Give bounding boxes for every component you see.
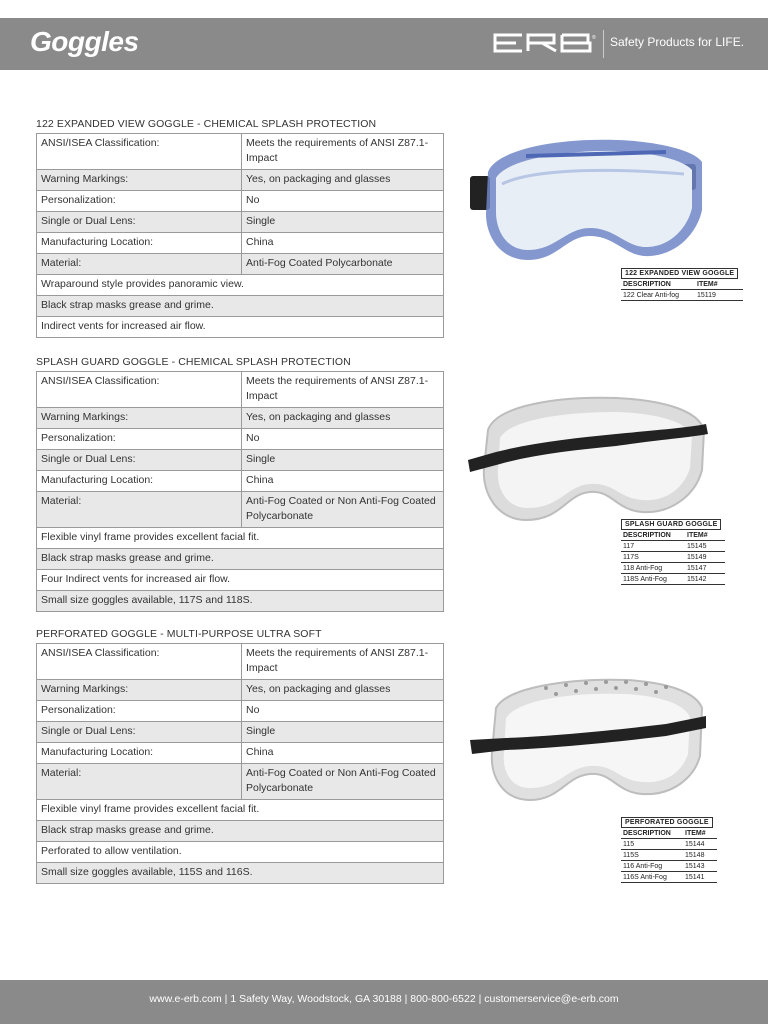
item-description: 116S Anti-Fog	[621, 872, 683, 883]
feature-row	[37, 570, 444, 591]
table-row	[37, 450, 444, 471]
product-section-122	[36, 118, 444, 338]
table-row	[37, 680, 444, 701]
item-table-splash-guard	[621, 519, 725, 585]
item-table-title: PERFORATED GOGGLE	[621, 817, 713, 828]
section-title: SPLASH GUARD GOGGLE - CHEMICAL SPLASH PROTECTION	[36, 356, 351, 368]
table-row	[37, 722, 444, 743]
feature-text: Indirect vents for increased air flow.	[37, 317, 444, 338]
spec-value: Single	[242, 212, 444, 233]
spec-table	[36, 643, 444, 884]
spec-value: No	[242, 429, 444, 450]
col-header-item: ITEM#	[685, 530, 725, 541]
table-row	[37, 170, 444, 191]
item-number: 15143	[683, 861, 717, 872]
feature-row	[37, 296, 444, 317]
spec-value: Meets the requirements of ANSI Z87.1- Impact	[242, 134, 444, 170]
feature-text: Black strap masks grease and grime.	[37, 821, 444, 842]
spec-label: Single or Dual Lens:	[37, 722, 242, 743]
col-header-description: DESCRIPTION	[621, 279, 695, 290]
item-table	[621, 530, 725, 585]
brand-tagline: Safety Products for LIFE.	[610, 35, 745, 49]
spec-value: Single	[242, 722, 444, 743]
spec-label: Warning Markings:	[37, 680, 242, 701]
spec-value: Yes, on packaging and glasses	[242, 408, 444, 429]
table-row	[37, 471, 444, 492]
spec-label: ANSI/ISEA Classification:	[37, 644, 242, 680]
feature-row	[37, 317, 444, 338]
item-number: 15149	[685, 552, 725, 563]
section-title: PERFORATED GOGGLE - MULTI-PURPOSE ULTRA SOFT	[36, 628, 322, 640]
splash-guard-goggle-image	[466, 390, 712, 526]
item-number: 15144	[683, 839, 717, 850]
table-row	[621, 872, 717, 883]
col-header-item: ITEM#	[683, 828, 717, 839]
spec-table	[36, 133, 444, 338]
page-header	[0, 18, 768, 70]
spec-value: No	[242, 701, 444, 722]
item-description: 118S Anti-Fog	[621, 574, 685, 585]
feature-row	[37, 863, 444, 884]
table-row	[621, 541, 725, 552]
table-row	[37, 764, 444, 800]
table-row	[621, 563, 725, 574]
table-row	[37, 233, 444, 254]
spec-label: Personalization:	[37, 701, 242, 722]
spec-value: Yes, on packaging and glasses	[242, 680, 444, 701]
table-row	[621, 839, 717, 850]
item-table	[621, 279, 743, 301]
table-row	[621, 828, 717, 839]
spec-table	[36, 371, 444, 612]
expanded-view-goggle-image	[466, 132, 712, 268]
item-description: 116 Anti-Fog	[621, 861, 683, 872]
item-table-title: SPLASH GUARD GOGGLE	[621, 519, 721, 530]
spec-value: No	[242, 191, 444, 212]
spec-label: Personalization:	[37, 429, 242, 450]
feature-row	[37, 275, 444, 296]
feature-row	[37, 591, 444, 612]
table-row	[37, 254, 444, 275]
table-row	[621, 290, 743, 301]
spec-label: Warning Markings:	[37, 170, 242, 191]
spec-value: Meets the requirements of ANSI Z87.1- Impact	[242, 372, 444, 408]
item-table-perforated	[621, 817, 717, 883]
item-table	[621, 828, 717, 883]
table-row	[37, 492, 444, 528]
spec-label: Manufacturing Location:	[37, 233, 242, 254]
spec-value: Single	[242, 450, 444, 471]
spec-label: Material:	[37, 254, 242, 275]
feature-text: Perforated to allow ventilation.	[37, 842, 444, 863]
table-row	[37, 212, 444, 233]
feature-text: Wraparound style provides panoramic view.	[37, 275, 444, 296]
feature-text: Flexible vinyl frame provides excellent facial fit.	[37, 528, 444, 549]
table-row	[37, 191, 444, 212]
item-table-title: 122 EXPANDED VIEW GOGGLE	[621, 268, 738, 279]
feature-row	[37, 528, 444, 549]
item-number: 15119	[695, 290, 743, 301]
feature-text: Flexible vinyl frame provides excellent facial fit.	[37, 800, 444, 821]
table-row	[37, 701, 444, 722]
feature-text: Four Indirect vents for increased air flow.	[37, 570, 444, 591]
logo-divider	[603, 30, 604, 58]
spec-label: ANSI/ISEA Classification:	[37, 134, 242, 170]
item-description: 118 Anti-Fog	[621, 563, 685, 574]
spec-value: Anti-Fog Coated Polycarbonate	[242, 254, 444, 275]
col-header-item: ITEM#	[695, 279, 743, 290]
spec-label: Material:	[37, 764, 242, 800]
erb-logo	[492, 32, 596, 54]
item-number: 15145	[685, 541, 725, 552]
perforated-goggle-image	[466, 672, 712, 808]
item-number: 15148	[683, 850, 717, 861]
table-row	[37, 134, 444, 170]
table-row	[37, 743, 444, 764]
product-section-splash-guard	[36, 356, 444, 612]
table-row	[621, 552, 725, 563]
item-table-122	[621, 268, 743, 301]
col-header-description: DESCRIPTION	[621, 828, 683, 839]
product-section-perforated	[36, 628, 444, 884]
section-title: 122 EXPANDED VIEW GOGGLE - CHEMICAL SPLASH PROTECTION	[36, 118, 377, 130]
spec-label: Single or Dual Lens:	[37, 450, 242, 471]
col-header-description: DESCRIPTION	[621, 530, 685, 541]
spec-value: Anti-Fog Coated or Non Anti-Fog Coated Polycarbonate	[242, 492, 444, 528]
feature-text: Black strap masks grease and grime.	[37, 296, 444, 317]
table-row	[37, 372, 444, 408]
spec-value: China	[242, 743, 444, 764]
feature-text: Small size goggles available, 117S and 118S.	[37, 591, 444, 612]
spec-label: Personalization:	[37, 191, 242, 212]
spec-label: Warning Markings:	[37, 408, 242, 429]
table-row	[621, 279, 743, 290]
spec-label: Manufacturing Location:	[37, 743, 242, 764]
feature-row	[37, 800, 444, 821]
item-description: 122 Clear Anti-fog	[621, 290, 695, 301]
table-row	[621, 530, 725, 541]
item-number: 15142	[685, 574, 725, 585]
table-row	[621, 861, 717, 872]
feature-text: Small size goggles available, 115S and 116S.	[37, 863, 444, 884]
item-description: 115	[621, 839, 683, 850]
spec-value: Meets the requirements of ANSI Z87.1- Impact	[242, 644, 444, 680]
feature-text: Black strap masks grease and grime.	[37, 549, 444, 570]
table-row	[621, 574, 725, 585]
table-row	[37, 408, 444, 429]
table-row	[37, 429, 444, 450]
svg-text:®: ®	[592, 35, 596, 41]
item-number: 15147	[685, 563, 725, 574]
item-description: 117	[621, 541, 685, 552]
spec-value: Yes, on packaging and glasses	[242, 170, 444, 191]
spec-value: China	[242, 471, 444, 492]
feature-row	[37, 549, 444, 570]
spec-value: China	[242, 233, 444, 254]
feature-row	[37, 821, 444, 842]
spec-label: Material:	[37, 492, 242, 528]
item-description: 117S	[621, 552, 685, 563]
item-description: 115S	[621, 850, 683, 861]
page-title: Goggles	[30, 26, 139, 57]
item-number: 15141	[683, 872, 717, 883]
spec-label: Single or Dual Lens:	[37, 212, 242, 233]
footer-contact-text: www.e-erb.com | 1 Safety Way, Woodstock, GA 30188 | 800-800-6522 | customerservice@e-erb.com	[149, 993, 619, 1005]
spec-label: Manufacturing Location:	[37, 471, 242, 492]
table-row	[37, 644, 444, 680]
spec-value: Anti-Fog Coated or Non Anti-Fog Coated Polycarbonate	[242, 764, 444, 800]
feature-row	[37, 842, 444, 863]
page-footer	[0, 980, 768, 1024]
table-row	[621, 850, 717, 861]
spec-label: ANSI/ISEA Classification:	[37, 372, 242, 408]
